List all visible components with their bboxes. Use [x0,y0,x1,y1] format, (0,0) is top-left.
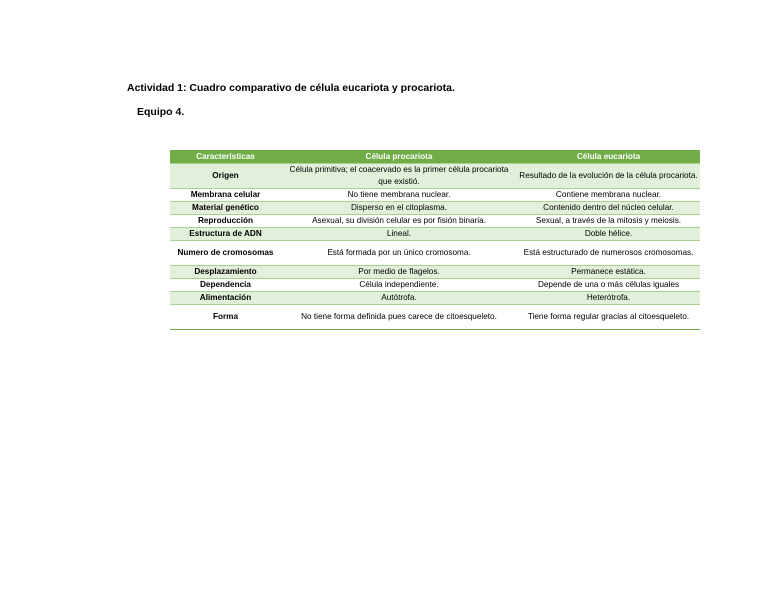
feature-cell: Reproducción [170,215,281,228]
procariota-cell: No tiene forma definida pues carece de citoesqueleto. [281,305,517,330]
procariota-cell: Por medio de flagelos. [281,266,517,279]
header-eucariota: Célula eucariota [517,150,700,164]
eucariota-cell: Tiene forma regular gracias al citoesqueleto. [517,305,700,330]
procariota-cell: Autótrofa. [281,292,517,305]
table-row [170,202,700,215]
feature-cell: Forma [170,305,281,330]
procariota-cell: Lineal. [281,228,517,241]
header-caracteristicas: Características [170,150,281,164]
feature-cell: Dependencia [170,279,281,292]
procariota-cell: Disperso en el citoplasma. [281,202,517,215]
table-row [170,292,700,305]
table-row [170,189,700,202]
header-procariota: Célula procariota [281,150,517,164]
table-row [170,279,700,292]
feature-cell: Alimentación [170,292,281,305]
feature-cell: Origen [170,164,281,189]
eucariota-cell: Contenido dentro del núcleo celular. [517,202,700,215]
eucariota-cell: Depende de una o más células iguales [517,279,700,292]
table-row [170,241,700,266]
document-title: Actividad 1: Cuadro comparativo de célula eucariota y procariota. [127,82,455,94]
procariota-cell: Célula independiente. [281,279,517,292]
table-row [170,228,700,241]
table-header-row [170,150,700,164]
procariota-cell: Célula primitiva; el coacervado es la primer célula procariota que existió. [281,164,517,189]
eucariota-cell: Resultado de la evolución de la célula procariota. [517,164,700,189]
feature-cell: Material genético [170,202,281,215]
feature-cell: Desplazamiento [170,266,281,279]
eucariota-cell: Permanece estática. [517,266,700,279]
procariota-cell: Está formada por un único cromosoma. [281,241,517,266]
feature-cell: Estructura de ADN [170,228,281,241]
eucariota-cell: Heterótrofa. [517,292,700,305]
table-row [170,305,700,330]
comparison-table [170,150,700,330]
team-label: Equipo 4. [137,106,185,118]
feature-cell: Membrana celular [170,189,281,202]
table-row [170,215,700,228]
eucariota-cell: Sexual, a través de la mitosis y meiosis. [517,215,700,228]
procariota-cell: No tiene membrana nuclear. [281,189,517,202]
table-row [170,164,700,189]
eucariota-cell: Doble hélice. [517,228,700,241]
eucariota-cell: Contiene membrana nuclear. [517,189,700,202]
procariota-cell: Asexual, su división celular es por fisión binaria. [281,215,517,228]
feature-cell: Numero de cromosomas [170,241,281,266]
eucariota-cell: Está estructurado de numerosos cromosomas. [517,241,700,266]
table-row [170,266,700,279]
